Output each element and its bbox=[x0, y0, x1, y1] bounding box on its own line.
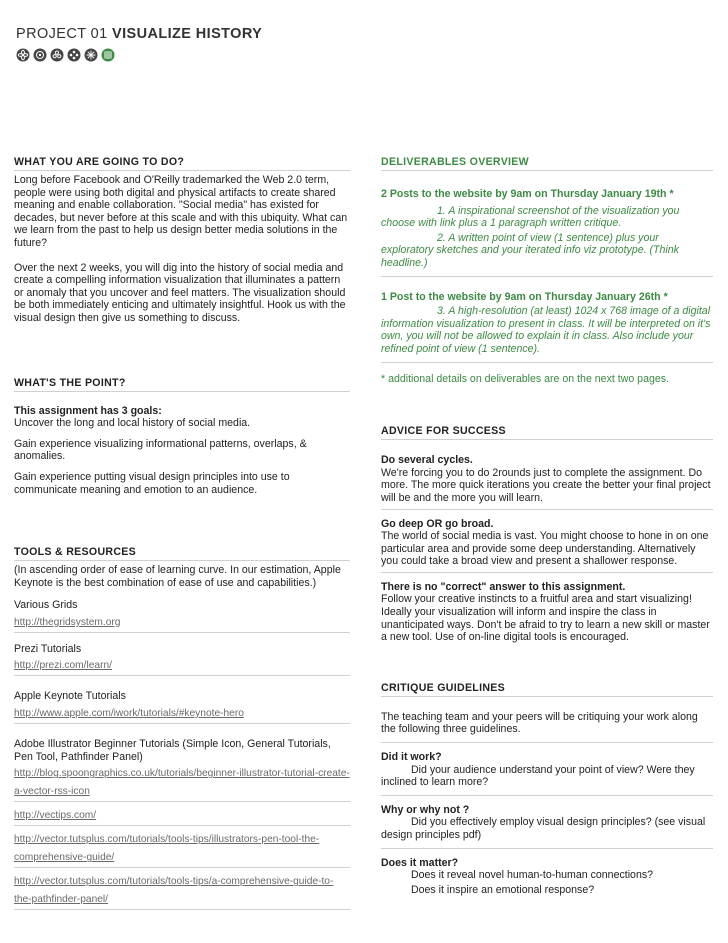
resource-link-row bbox=[14, 871, 350, 910]
section-what-you-do bbox=[14, 156, 350, 171]
resource-link[interactable]: http://prezi.com/learn/ bbox=[14, 660, 112, 672]
critique-text bbox=[381, 764, 713, 789]
flower-icon bbox=[84, 48, 98, 62]
advice-heading: There is no "correct" answer to this assignment. bbox=[381, 580, 626, 593]
critique-text-content: Did your audience understand your point of view? Were they inclined to learn more? bbox=[381, 763, 695, 789]
critique-intro: The teaching team and your peers will be critiquing your work along the following three guidelines. bbox=[381, 710, 698, 736]
resource-link[interactable]: http://vector.tutsplus.com/tutorials/tools-tips/a-comprehensive-guide-to-the-pathfinder-panel/ bbox=[14, 876, 334, 906]
section-deliverables bbox=[381, 156, 713, 171]
deliverables-note: * additional details on deliverables are on the next two pages. bbox=[381, 372, 669, 385]
resource-link-row bbox=[14, 763, 350, 802]
resource-link[interactable]: http://vectips.com/ bbox=[14, 810, 97, 822]
critique-text bbox=[381, 816, 713, 841]
section-tools bbox=[14, 546, 350, 561]
section-advice bbox=[381, 425, 713, 440]
resource-link[interactable]: http://vector.tutsplus.com/tutorials/tools-tips/illustrators-pen-tool-the-comprehensive-guide/ bbox=[14, 834, 320, 864]
flower-icon bbox=[33, 48, 47, 62]
goal-item: Gain experience visualizing informational patterns, overlaps, & anomalies. bbox=[14, 437, 307, 463]
resource-link-row bbox=[14, 655, 350, 676]
resource-label: Apple Keynote Tutorials bbox=[14, 690, 126, 703]
section-heading: WHAT'S THE POINT? bbox=[14, 376, 126, 389]
critique-question-text: Does it reveal novel human-to-human connections? bbox=[411, 869, 654, 882]
right-column bbox=[381, 156, 713, 896]
resource-link[interactable]: http://www.apple.com/iwork/tutorials/#keynote-hero bbox=[14, 708, 244, 720]
critique-heading: Did it work? bbox=[381, 751, 442, 764]
left-column bbox=[14, 156, 350, 913]
overview-paragraph: Over the next 2 weeks, you will dig into the history of social media and create a compelling information visualization that illuminates a pattern or anomaly that you uncover and feel matters. The visualization should be both immediately enticing and ultimately insightful. Hook us with the visual design then give us something to discuss. bbox=[14, 261, 346, 324]
intro-paragraph: Long before Facebook and O'Reilly trademarked the Web 2.0 term, people were using both digital and physical artifacts to create shared meaning and enable collaboration. "Social media" has existed for decades, but never before at this scale and with this ubiquity. What can we learn from the past to help us design better media solutions in the future? bbox=[14, 174, 348, 249]
critique-question bbox=[381, 884, 713, 897]
section-critique bbox=[381, 682, 713, 697]
resource-link-row bbox=[14, 703, 350, 724]
icon-row bbox=[16, 48, 262, 62]
resource-link-row bbox=[14, 829, 350, 868]
document-header bbox=[16, 26, 262, 62]
resource-label: Adobe Illustrator Beginner Tutorials (Simple Icon, General Tutorials, Pen Tool, Pathfinder Panel) bbox=[14, 738, 331, 763]
deliverable-item-text: 3. A high-resolution (at least) 1024 x 768 image of a digital information visualization to present in class. It will be interpreted on it's own, you will not be allowed to explain it in class. Also include your refined point of view (1 sentence). bbox=[381, 305, 711, 355]
goals-heading: This assignment has 3 goals: bbox=[14, 404, 162, 417]
section-heading: TOOLS & RESOURCES bbox=[14, 546, 137, 559]
goal-item: Uncover the long and local history of social media. bbox=[14, 417, 251, 430]
section-point bbox=[14, 377, 350, 392]
critique-question bbox=[381, 869, 713, 882]
critique-heading: Why or why not ? bbox=[381, 803, 470, 816]
resource-label: Prezi Tutorials bbox=[14, 642, 82, 655]
flower-icon bbox=[50, 48, 64, 62]
deliverable-item bbox=[381, 205, 713, 230]
page-title bbox=[16, 26, 262, 42]
deliverable-item-text: 2. A written point of view (1 sentence) plus your exploratory sketches and your iterated info viz prototype. (Think headline.) bbox=[381, 231, 679, 269]
advice-heading: Go deep OR go broad. bbox=[381, 517, 494, 530]
deliverable-item bbox=[381, 305, 713, 355]
flower-icon bbox=[67, 48, 81, 62]
resource-link[interactable]: http://thegridsystem.org bbox=[14, 616, 121, 628]
section-heading: ADVICE FOR SUCCESS bbox=[381, 425, 506, 438]
goal-item: Gain experience putting visual design principles into use to communicate meaning and emotion to an audience. bbox=[14, 470, 290, 496]
lines-icon bbox=[101, 48, 115, 62]
advice-text: Follow your creative instincts to a fruitful area and start visualizing! Ideally your visualization will inform and inspire the class in unanticipated ways. Don't be afraid to try to learn a new skill or master a new tool. Use of on-line digital tools is encouraged. bbox=[381, 593, 710, 644]
deliverable-heading: 1 Post to the website by 9am on Thursday January 26th * bbox=[381, 290, 668, 303]
deliverable-item-text: 1. A inspirational screenshot of the visualization you choose with link plus a 1 paragraph written critique. bbox=[381, 204, 680, 230]
resource-link-row bbox=[14, 612, 350, 633]
deliverable-heading: 2 Posts to the website by 9am on Thursday January 19th * bbox=[381, 188, 674, 200]
resource-label: Various Grids bbox=[14, 599, 78, 612]
section-heading: WHAT YOU ARE GOING TO DO? bbox=[14, 156, 185, 168]
section-heading: DELIVERABLES OVERVIEW bbox=[381, 156, 529, 168]
resource-link-row bbox=[14, 805, 350, 826]
flower-icon bbox=[16, 48, 30, 62]
advice-text: The world of social media is vast. You might choose to hone in on one particular area and provide some deep understanding. Alternatively you could take a broad view and present a shallower response. bbox=[381, 530, 709, 568]
title-project-number: PROJECT 01 bbox=[16, 26, 108, 42]
resource-link[interactable]: http://blog.spoongraphics.co.uk/tutorials/beginner-illustrator-tutorial-create-a-vector-rss-icon bbox=[14, 768, 350, 798]
advice-text: We're forcing you to do 2rounds just to complete the assignment. Do more. The more quick iterations you create the better your final project will be and the more you will learn. bbox=[381, 466, 711, 504]
critique-heading: Does it matter? bbox=[381, 856, 459, 869]
tools-intro: (In ascending order of ease of learning curve. In our estimation, Apple Keynote is the best combination of ease of use and capabilities.) bbox=[14, 564, 341, 589]
title-project-name: VISUALIZE HISTORY bbox=[112, 26, 263, 42]
critique-question-text: Does it inspire an emotional response? bbox=[411, 883, 595, 896]
section-heading: CRITIQUE GUIDELINES bbox=[381, 681, 506, 694]
critique-text-content: Did you effectively employ visual design principles? (see visual design principles pdf) bbox=[381, 816, 706, 841]
advice-heading: Do several cycles. bbox=[381, 454, 473, 467]
deliverable-item bbox=[381, 232, 713, 270]
